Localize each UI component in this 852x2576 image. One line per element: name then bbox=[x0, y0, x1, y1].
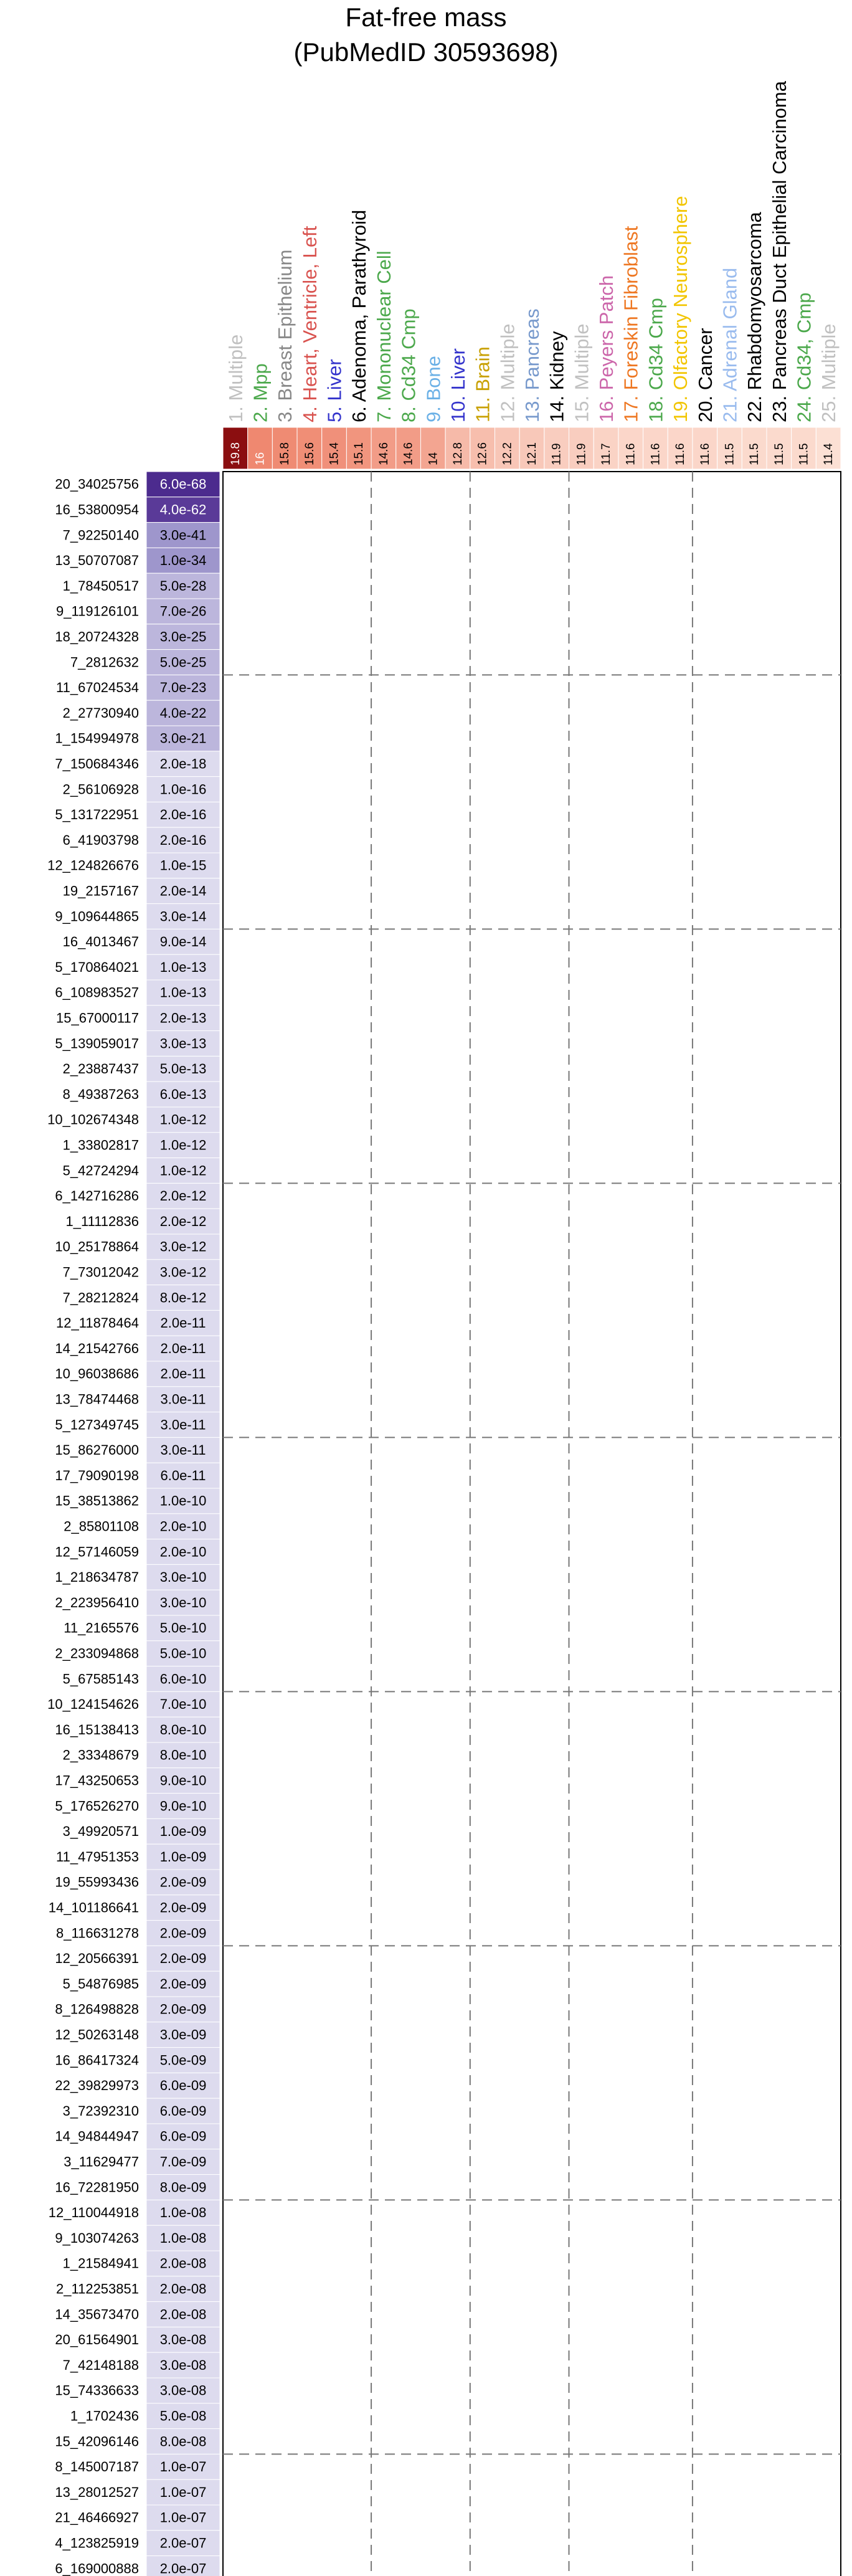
snp-label: 5_170864021 bbox=[55, 959, 139, 975]
pvalue-label: 9.0e-14 bbox=[159, 934, 207, 950]
pvalue-label: 3.0e-11 bbox=[160, 1442, 206, 1458]
pvalue-label: 2.0e-07 bbox=[159, 2535, 207, 2551]
pvalue-label: 3.0e-08 bbox=[159, 2332, 207, 2348]
snp-label: 22_39829973 bbox=[55, 2078, 139, 2094]
pvalue-label: 2.0e-09 bbox=[159, 1874, 207, 1890]
pvalue-label: 8.0e-09 bbox=[159, 2179, 207, 2195]
snp-label: 8_49387263 bbox=[62, 1086, 139, 1102]
snp-label: 17_43250653 bbox=[55, 1772, 139, 1789]
pvalue-label: 1.0e-34 bbox=[159, 553, 207, 569]
column-label: 11. Brain bbox=[471, 346, 494, 422]
snp-label: 17_79090198 bbox=[55, 1467, 139, 1483]
column-label: 22. Rhabdomyosarcoma bbox=[744, 212, 766, 422]
snp-label: 1_1702436 bbox=[70, 2408, 139, 2424]
pvalue-label: 2.0e-14 bbox=[159, 883, 207, 899]
pvalue-label: 1.0e-09 bbox=[159, 1823, 207, 1840]
pvalue-label: 1.0e-07 bbox=[159, 2484, 207, 2500]
snp-label: 13_50707087 bbox=[55, 553, 139, 569]
column-label: 14. Kidney bbox=[546, 331, 568, 422]
pvalue-label: 7.0e-10 bbox=[159, 1696, 207, 1713]
pvalue-label: 9.0e-10 bbox=[159, 1772, 207, 1789]
snp-label: 2_27730940 bbox=[62, 705, 139, 721]
pvalue-label: 8.0e-10 bbox=[159, 1747, 207, 1763]
pvalue-label: 5.0e-10 bbox=[159, 1645, 207, 1661]
pvalue-label: 3.0e-08 bbox=[159, 2382, 207, 2398]
score-label: 15.4 bbox=[328, 442, 341, 465]
score-label: 11.5 bbox=[748, 443, 762, 465]
snp-label: 20_61564901 bbox=[55, 2332, 139, 2348]
pvalue-label: 1.0e-16 bbox=[159, 781, 207, 797]
chart-title: Fat-free mass bbox=[345, 2, 507, 32]
pvalue-label: 5.0e-28 bbox=[159, 577, 207, 594]
snp-label: 7_73012042 bbox=[62, 1264, 139, 1280]
pvalue-label: 5.0e-25 bbox=[159, 654, 207, 670]
score-label: 11.6 bbox=[649, 443, 663, 465]
pvalue-label: 2.0e-08 bbox=[159, 2306, 207, 2322]
score-label: 12.8 bbox=[451, 442, 465, 465]
pvalue-label: 2.0e-11 bbox=[160, 1315, 206, 1331]
snp-label: 10_25178864 bbox=[55, 1238, 139, 1255]
chart-subtitle: (PubMedID 30593698) bbox=[293, 37, 559, 67]
snp-label: 10_96038686 bbox=[55, 1366, 139, 1382]
column-label: 19. Olfactory Neurosphere bbox=[670, 196, 692, 422]
pvalue-label: 2.0e-11 bbox=[160, 1340, 206, 1356]
column-label: 4. Heart, Ventricle, Left bbox=[298, 226, 321, 422]
snp-label: 2_85801108 bbox=[64, 1518, 139, 1534]
snp-label: 15_38513862 bbox=[55, 1493, 139, 1509]
snp-label: 5_131722951 bbox=[55, 807, 139, 823]
pvalue-label: 6.0e-09 bbox=[159, 2103, 207, 2119]
snp-label: 16_72281950 bbox=[55, 2179, 139, 2195]
column-label: 8. Cd34 Cmp bbox=[397, 308, 420, 422]
snp-label: 12_57146059 bbox=[55, 1544, 139, 1560]
snp-label: 12_124826676 bbox=[47, 857, 139, 873]
score-label: 14 bbox=[427, 452, 440, 465]
snp-label: 5_127349745 bbox=[55, 1417, 139, 1433]
snp-label: 5_67585143 bbox=[62, 1671, 139, 1687]
snp-label: 7_2812632 bbox=[70, 654, 139, 670]
column-label: 1. Multiple bbox=[224, 334, 247, 422]
pvalue-label: 6.0e-10 bbox=[159, 1671, 207, 1687]
pvalue-label: 1.0e-12 bbox=[159, 1111, 207, 1128]
column-label: 2. Mpp bbox=[249, 363, 272, 422]
snp-label: 12_11878464 bbox=[56, 1315, 139, 1331]
score-label: 11.4 bbox=[822, 443, 836, 465]
snp-label: 1_78450517 bbox=[62, 577, 139, 594]
score-label: 14.6 bbox=[377, 442, 391, 465]
column-label: 17. Foreskin Fibroblast bbox=[620, 226, 642, 422]
score-label: 12.1 bbox=[526, 442, 539, 465]
snp-label: 2_56106928 bbox=[62, 781, 139, 797]
snp-label: 20_34025756 bbox=[55, 476, 139, 492]
pvalue-label: 1.0e-09 bbox=[159, 1848, 207, 1865]
column-label: 7. Mononuclear Cell bbox=[372, 250, 395, 422]
snp-label: 5_42724294 bbox=[62, 1162, 139, 1179]
snp-label: 4_123825919 bbox=[55, 2535, 139, 2551]
pvalue-label: 1.0e-08 bbox=[159, 2230, 207, 2246]
pvalue-label: 3.0e-21 bbox=[159, 730, 207, 746]
pvalue-label: 2.0e-08 bbox=[159, 2255, 207, 2271]
snp-label: 2_233094868 bbox=[55, 1645, 139, 1661]
pvalue-label: 6.0e-11 bbox=[160, 1467, 206, 1483]
snp-label: 14_101186641 bbox=[48, 1899, 139, 1916]
pvalue-label: 2.0e-16 bbox=[159, 807, 207, 823]
pvalue-label: 2.0e-12 bbox=[159, 1188, 207, 1204]
pvalue-label: 3.0e-11 bbox=[160, 1417, 206, 1433]
snp-label: 7_42148188 bbox=[62, 2357, 139, 2373]
snp-label: 19_55993436 bbox=[55, 1874, 139, 1890]
snp-label: 1_33802817 bbox=[62, 1137, 139, 1153]
pvalue-label: 5.0e-08 bbox=[159, 2408, 207, 2424]
snp-label: 14_94844947 bbox=[55, 2128, 139, 2144]
score-label: 11.7 bbox=[600, 443, 613, 465]
pvalue-label: 3.0e-14 bbox=[159, 908, 207, 924]
column-label: 12. Multiple bbox=[496, 323, 519, 422]
pvalue-label: 2.0e-09 bbox=[159, 1951, 207, 1967]
snp-label: 13_78474468 bbox=[55, 1391, 139, 1407]
snp-label: 1_21584941 bbox=[62, 2255, 139, 2271]
score-label: 11.9 bbox=[575, 443, 589, 465]
snp-label: 5_139059017 bbox=[55, 1035, 139, 1052]
pvalue-label: 2.0e-16 bbox=[159, 832, 207, 848]
snp-label: 3_72392310 bbox=[62, 2103, 139, 2119]
snp-label: 10_102674348 bbox=[47, 1111, 139, 1128]
snp-label: 8_126498828 bbox=[55, 2001, 139, 2017]
score-label: 11.6 bbox=[624, 443, 638, 465]
snp-label: 16_15138413 bbox=[55, 1721, 139, 1737]
pvalue-label: 3.0e-25 bbox=[159, 629, 207, 645]
snp-label: 9_119126101 bbox=[56, 603, 139, 619]
pvalue-label: 3.0e-08 bbox=[159, 2357, 207, 2373]
snp-label: 14_21542766 bbox=[55, 1340, 139, 1356]
snp-label: 5_176526270 bbox=[55, 1798, 139, 1814]
snp-label: 7_28212824 bbox=[62, 1290, 139, 1306]
snp-label: 6_142716286 bbox=[55, 1188, 139, 1204]
snp-label: 11_47951353 bbox=[56, 1848, 139, 1865]
snp-label: 3_11629477 bbox=[64, 2154, 139, 2170]
snp-label: 12_110044918 bbox=[48, 2205, 139, 2221]
pvalue-label: 2.0e-09 bbox=[159, 1899, 207, 1916]
snp-label: 2_33348679 bbox=[62, 1747, 139, 1763]
snp-label: 21_46466927 bbox=[55, 2509, 139, 2526]
snp-label: 11_67024534 bbox=[56, 680, 139, 696]
pvalue-label: 2.0e-08 bbox=[159, 2281, 207, 2297]
snp-label: 16_53800954 bbox=[55, 501, 139, 518]
score-label: 11.9 bbox=[550, 443, 564, 465]
pvalue-label: 2.0e-12 bbox=[159, 1213, 207, 1229]
snp-label: 16_4013467 bbox=[62, 934, 139, 950]
pvalue-label: 2.0e-18 bbox=[159, 756, 207, 772]
heatmap-body bbox=[47, 80, 841, 2576]
column-label: 15. Multiple bbox=[570, 323, 593, 422]
pvalue-label: 2.0e-13 bbox=[159, 1010, 207, 1026]
column-label: 21. Adrenal Gland bbox=[719, 267, 741, 422]
pvalue-label: 4.0e-62 bbox=[159, 501, 207, 518]
snp-label: 2_112253851 bbox=[56, 2281, 139, 2297]
pvalue-label: 5.0e-09 bbox=[159, 2052, 207, 2068]
pvalue-label: 5.0e-10 bbox=[159, 1620, 207, 1636]
pvalue-label: 1.0e-07 bbox=[159, 2459, 207, 2475]
pvalue-label: 5.0e-13 bbox=[159, 1061, 207, 1077]
column-label: 3. Breast Epithelium bbox=[274, 249, 296, 422]
pvalue-label: 2.0e-09 bbox=[159, 1925, 207, 1941]
snp-label: 5_54876985 bbox=[62, 1975, 139, 1992]
snp-label: 15_67000117 bbox=[56, 1010, 139, 1026]
score-label: 12.6 bbox=[476, 442, 490, 465]
column-label: 6. Adenoma, Parathyroid bbox=[348, 209, 371, 422]
pvalue-label: 8.0e-10 bbox=[159, 1721, 207, 1737]
snp-label: 14_35673470 bbox=[55, 2306, 139, 2322]
pvalue-label: 3.0e-10 bbox=[159, 1569, 207, 1585]
pvalue-label: 3.0e-13 bbox=[159, 1035, 207, 1052]
snp-label: 15_86276000 bbox=[55, 1442, 139, 1458]
score-label: 11.5 bbox=[797, 443, 811, 465]
score-label: 15.6 bbox=[303, 442, 316, 465]
snp-label: 1_218634787 bbox=[55, 1569, 139, 1585]
snp-label: 15_74336633 bbox=[55, 2382, 139, 2398]
pvalue-label: 6.0e-09 bbox=[159, 2078, 207, 2094]
snp-label: 9_103074263 bbox=[55, 2230, 139, 2246]
pvalue-label: 7.0e-26 bbox=[159, 603, 207, 619]
column-label: 18. Cd34 Cmp bbox=[645, 298, 667, 422]
snp-label: 2_23887437 bbox=[62, 1061, 139, 1077]
score-label: 19.8 bbox=[229, 442, 242, 465]
score-label: 11.5 bbox=[772, 443, 786, 465]
score-label: 11.6 bbox=[674, 443, 688, 465]
pvalue-label: 7.0e-23 bbox=[159, 680, 207, 696]
snp-label: 12_50263148 bbox=[55, 2027, 139, 2043]
snp-label: 6_41903798 bbox=[62, 832, 139, 848]
pvalue-label: 9.0e-10 bbox=[159, 1798, 207, 1814]
snp-label: 11_2165576 bbox=[64, 1620, 139, 1636]
pvalue-label: 3.0e-12 bbox=[159, 1238, 207, 1255]
pvalue-label: 3.0e-10 bbox=[159, 1594, 207, 1610]
pvalue-label: 6.0e-68 bbox=[159, 476, 207, 492]
pvalue-label: 2.0e-10 bbox=[159, 1544, 207, 1560]
pvalue-label: 1.0e-12 bbox=[159, 1162, 207, 1179]
snp-label: 1_154994978 bbox=[55, 730, 139, 746]
pvalue-label: 1.0e-12 bbox=[159, 1137, 207, 1153]
score-label: 11.5 bbox=[723, 443, 737, 465]
snp-label: 13_28012527 bbox=[55, 2484, 139, 2500]
snp-label: 7_92250140 bbox=[62, 527, 139, 543]
column-label: 20. Cancer bbox=[694, 328, 716, 422]
pvalue-label: 1.0e-15 bbox=[159, 857, 207, 873]
score-label: 15.1 bbox=[353, 442, 366, 465]
pvalue-label: 3.0e-11 bbox=[160, 1391, 206, 1407]
score-label: 16 bbox=[253, 452, 267, 465]
pvalue-label: 6.0e-13 bbox=[159, 1086, 207, 1102]
snp-label: 16_86417324 bbox=[55, 2052, 139, 2068]
snp-label: 7_150684346 bbox=[55, 756, 139, 772]
snp-label: 19_2157167 bbox=[62, 883, 139, 899]
column-label: 10. Liver bbox=[447, 348, 469, 422]
pvalue-label: 2.0e-09 bbox=[159, 1975, 207, 1992]
snp-label: 3_49920571 bbox=[62, 1823, 139, 1840]
pvalue-label: 8.0e-12 bbox=[159, 1290, 207, 1306]
snp-label: 2_223956410 bbox=[55, 1594, 139, 1610]
column-label: 23. Pancreas Duct Epithelial Carcinoma bbox=[768, 81, 790, 422]
pvalue-label: 2.0e-10 bbox=[159, 1518, 207, 1534]
pvalue-label: 2.0e-07 bbox=[159, 2560, 207, 2576]
column-label: 24. Cd34, Cmp bbox=[793, 292, 815, 422]
pvalue-label: 7.0e-09 bbox=[159, 2154, 207, 2170]
snp-label: 12_20566391 bbox=[55, 1951, 139, 1967]
column-label: 25. Multiple bbox=[818, 323, 840, 422]
pvalue-label: 8.0e-08 bbox=[159, 2433, 207, 2450]
pvalue-label: 3.0e-41 bbox=[159, 527, 207, 543]
pvalue-label: 3.0e-09 bbox=[159, 2027, 207, 2043]
pvalue-label: 6.0e-09 bbox=[159, 2128, 207, 2144]
pvalue-label: 1.0e-13 bbox=[159, 959, 207, 975]
score-label: 14.6 bbox=[402, 442, 415, 465]
column-label: 16. Peyers Patch bbox=[595, 275, 618, 422]
snp-label: 15_42096146 bbox=[55, 2433, 139, 2450]
pvalue-label: 3.0e-12 bbox=[159, 1264, 207, 1280]
snp-label: 1_11112836 bbox=[65, 1213, 139, 1229]
column-label: 5. Liver bbox=[323, 359, 346, 422]
score-label: 15.8 bbox=[278, 442, 292, 465]
snp-label: 10_124154626 bbox=[47, 1696, 139, 1713]
grid-border bbox=[223, 472, 841, 2576]
pvalue-label: 2.0e-09 bbox=[159, 2001, 207, 2017]
column-label: 13. Pancreas bbox=[521, 308, 543, 422]
snp-label: 18_20724328 bbox=[55, 629, 139, 645]
pvalue-label: 2.0e-11 bbox=[160, 1366, 206, 1382]
pvalue-label: 1.0e-10 bbox=[159, 1493, 207, 1509]
column-label: 9. Bone bbox=[422, 356, 445, 422]
pvalue-label: 1.0e-08 bbox=[159, 2205, 207, 2221]
pvalue-label: 1.0e-13 bbox=[159, 984, 207, 1000]
snp-label: 6_169000888 bbox=[55, 2560, 139, 2576]
snp-label: 6_108983527 bbox=[55, 984, 139, 1000]
snp-label: 8_116631278 bbox=[56, 1925, 139, 1941]
score-label: 12.2 bbox=[501, 442, 514, 465]
score-label: 11.6 bbox=[698, 443, 712, 465]
pvalue-label: 1.0e-07 bbox=[159, 2509, 207, 2526]
snp-label: 9_109644865 bbox=[55, 908, 139, 924]
snp-label: 8_145007187 bbox=[55, 2459, 139, 2475]
pvalue-label: 4.0e-22 bbox=[159, 705, 207, 721]
